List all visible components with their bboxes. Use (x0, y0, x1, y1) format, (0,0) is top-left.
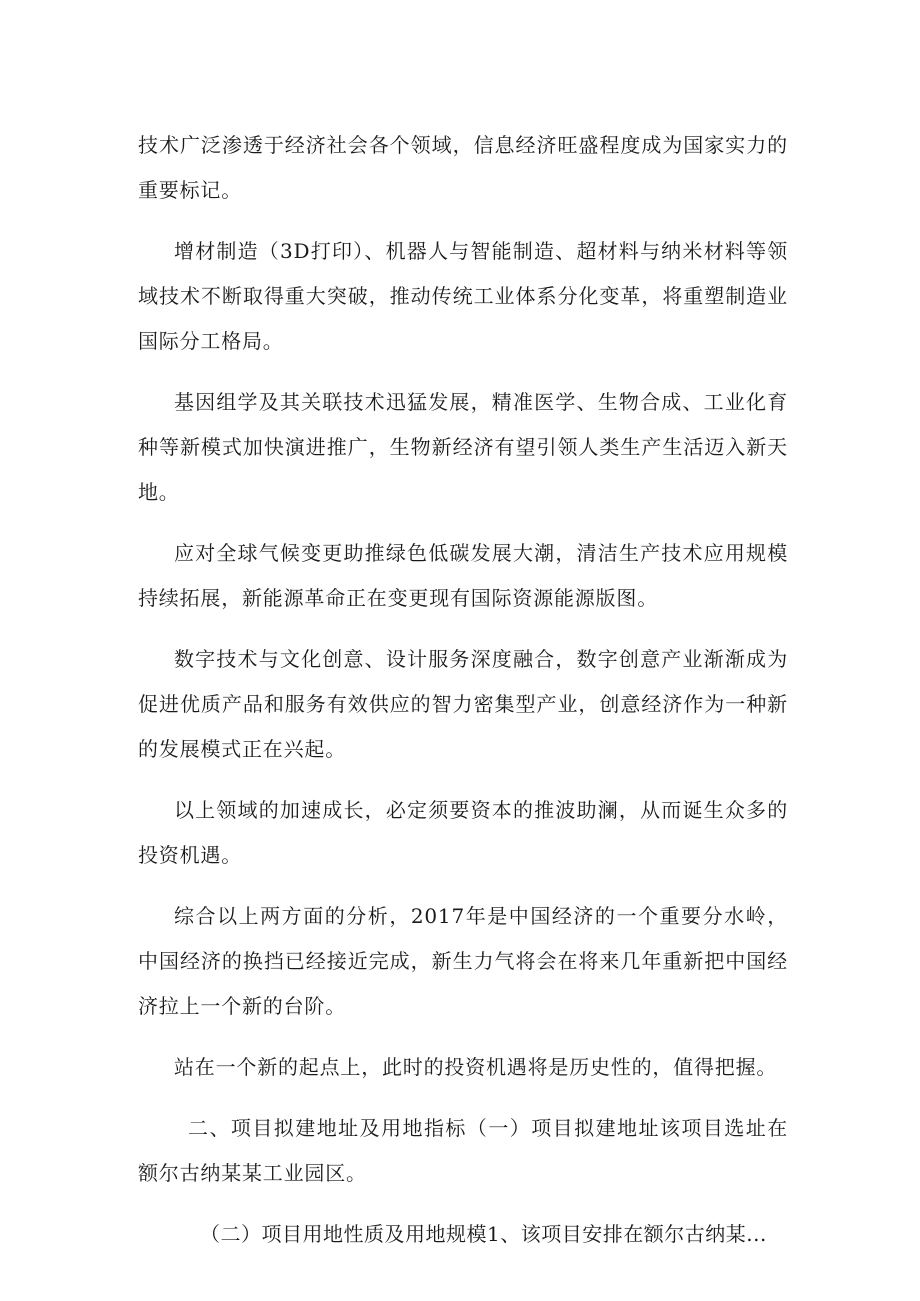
paragraph-6: 以上领域的加速成长，必定须要资本的推波助澜，从而诞生众多的投资机遇。 (138, 798, 788, 867)
paragraph-4: 应对全球气候变更助推绿色低碳发展大潮，清洁生产技术应用规模持续拓展，新能源革命正在变更现有国际资源能源版图。 (138, 541, 788, 610)
paragraph-5: 数字技术与文化创意、设计服务深度融合，数字创意产业渐渐成为促进优质产品和服务有效供应的智力密集型产业，创意经济作为一种新的发展模式正在兴起。 (138, 647, 788, 761)
paragraph-1: 技术广泛渗透于经济社会各个领域，信息经济旺盛程度成为国家实力的重要标记。 (138, 133, 788, 202)
paragraph-8: 站在一个新的起点上，此时的投资机遇将是历史性的，值得把握。 (174, 1055, 778, 1079)
paragraph-3: 基因组学及其关联技术迅猛发展，精准医学、生物合成、工业化育种等新模式加快演进推广，生物新经济有望引领人类生产生活迈入新天地。 (138, 390, 788, 504)
document-body (138, 123, 788, 1273)
paragraph-7: 综合以上两方面的分析，2017年是中国经济的一个重要分水岭，中国经济的换挡已经接近完成，新生力气将会在将来几年重新把中国经济拉上一个新的台阶。 (138, 904, 788, 1018)
paragraph-2: 增材制造（3D打印）、机器人与智能制造、超材料与纳米材料等领域技术不断取得重大突破，推动传统工业体系分化变革，将重塑制造业国际分工格局。 (138, 239, 788, 353)
section-heading-land-use: （二）项目用地性质及用地规模1、该项目安排在额尔古纳某... (200, 1222, 767, 1246)
section-heading-project-site: 二、项目拟建地址及用地指标（一）项目拟建地址该项目选址在额尔古纳某某工业园区。 (138, 1116, 788, 1185)
